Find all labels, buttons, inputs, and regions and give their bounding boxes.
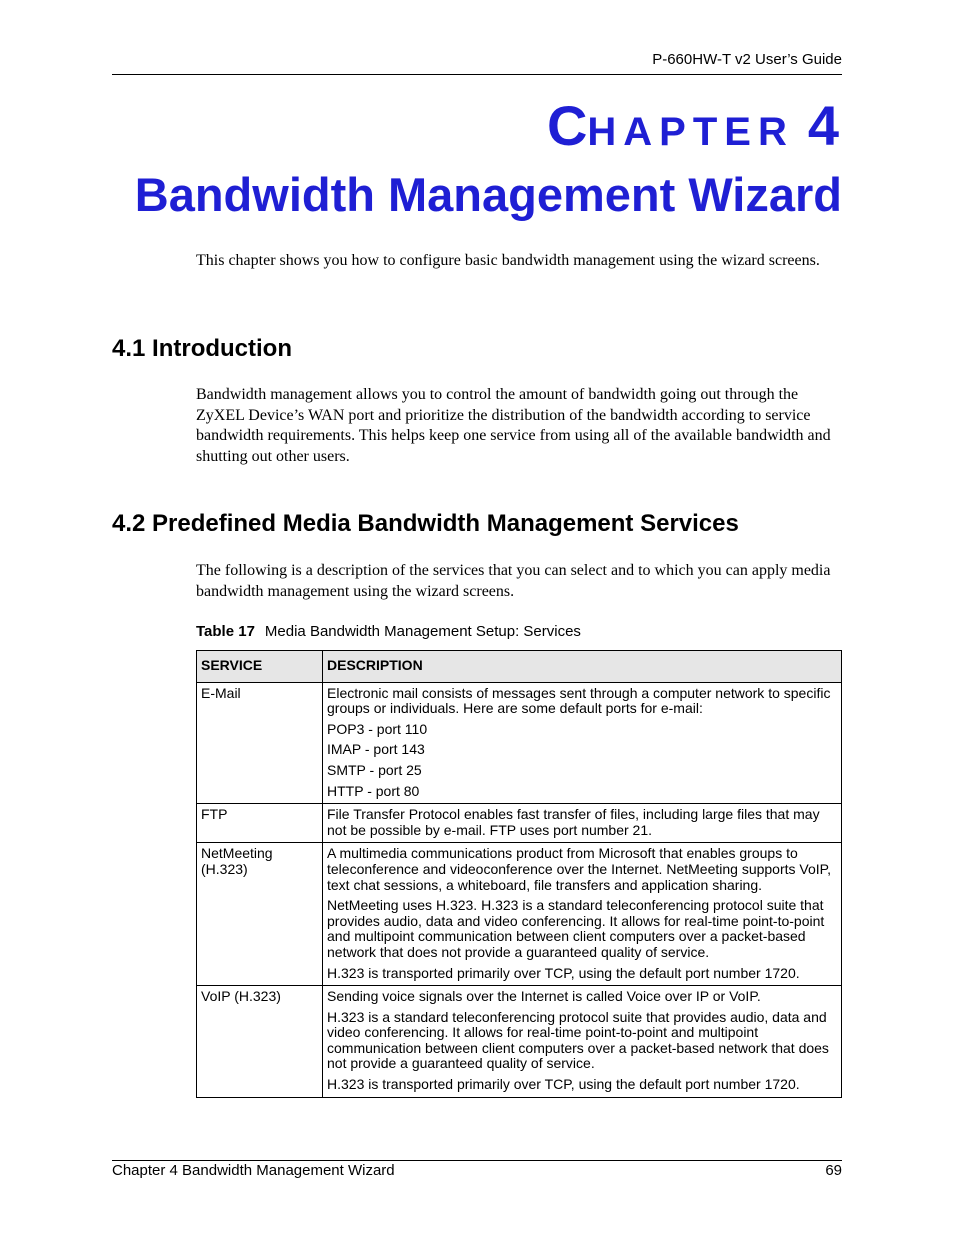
intro-paragraph: This chapter shows you how to configure basic bandwidth management using the wizard screens. [196,252,820,269]
column-header-service: SERVICE [197,651,323,683]
chapter-label-rest: HAPTER [587,110,794,154]
table-row [197,804,842,843]
description-text: NetMeeting uses H.323. H.323 is a standard teleconferencing protocol suite that provides audio, data and video conferencing. It allows for real-time point-to-point and multipoint communication between client computers over a packet-based network that does not provide a guaranteed quality of service. [327,897,825,960]
services-table [196,650,842,1098]
running-header: P-660HW-T v2 User’s Guide [652,51,842,68]
description-cell [323,843,842,986]
description-text: SMTP - port 25 [327,761,422,778]
description-text: Sending voice signals over the Internet is called Voice over IP or VoIP. [327,988,761,1005]
table-caption-text: Media Bandwidth Management Setup: Services [264,623,581,640]
description-text: IMAP - port 143 [327,741,425,758]
table-header-row [197,651,842,683]
chapter-title: Bandwidth Management Wizard [134,168,842,221]
description-cell [323,682,842,804]
description-text: POP3 - port 110 [327,720,428,737]
introduction-paragraph: Bandwidth management allows you to control the amount of bandwidth going out through the ZyXEL Device’s WAN port and prioritize the distribution of the bandwidth according to service bandwidth requirements. This helps keep one service from using all of the available bandwidth and shutting out other users. [196,386,831,465]
header-divider [112,74,842,75]
section-heading-predefined-services: 4.2 Predefined Media Bandwidth Management Services [112,510,739,537]
description-text: H.323 is transported primarily over TCP, using the default port number 1720. [327,964,800,981]
description-text: H.323 is a standard teleconferencing protocol suite that provides audio, data and video conferencing. It allows for real-time point-to-point and multipoint communication between client computers over a packet-based network that does not provide a guaranteed quality of service. [327,1008,829,1072]
chapter-number: 4 [807,94,839,157]
description-text: H.323 is transported primarily over TCP, using the default port number 1720. [327,1076,800,1093]
description-text: A multimedia communications product from Microsoft that enables groups to teleconference and videoconference over the Internet. NetMeeting supports VoIP, text chat sessions, a whiteboard, file transfers and application sharing. [327,845,832,893]
service-cell: VoIP (H.323) [197,986,323,1098]
service-cell: NetMeeting (H.323) [197,843,323,986]
predefined-services-paragraph: The following is a description of the services that you can select and to which you can apply media bandwidth management using the wizard screens. [196,562,831,600]
service-cell: FTP [197,804,323,843]
table-row [197,986,842,1098]
service-cell: E-Mail [197,682,323,804]
table-caption [196,623,581,641]
footer-chapter-reference: Chapter 4 Bandwidth Management Wizard [112,1162,395,1179]
column-header-description: DESCRIPTION [323,651,842,683]
chapter-label [546,94,839,157]
section-heading-introduction: 4.1 Introduction [112,335,292,362]
description-text: Electronic mail consists of messages sent through a computer network to specific groups or individuals. Here are some default ports for e-mail: [327,684,831,717]
page-number: 69 [825,1162,842,1179]
table-row [197,682,842,804]
description-cell [323,986,842,1098]
footer-divider [112,1160,842,1161]
description-text: File Transfer Protocol enables fast transfer of files, including large files that may not be possible by e-mail. FTP uses port number 21. [327,806,820,838]
description-text: HTTP - port 80 [327,782,420,799]
description-cell [323,804,842,843]
table-row [197,843,842,986]
table-caption-label: Table 17 [196,623,255,640]
chapter-label-initial: C [546,94,588,157]
